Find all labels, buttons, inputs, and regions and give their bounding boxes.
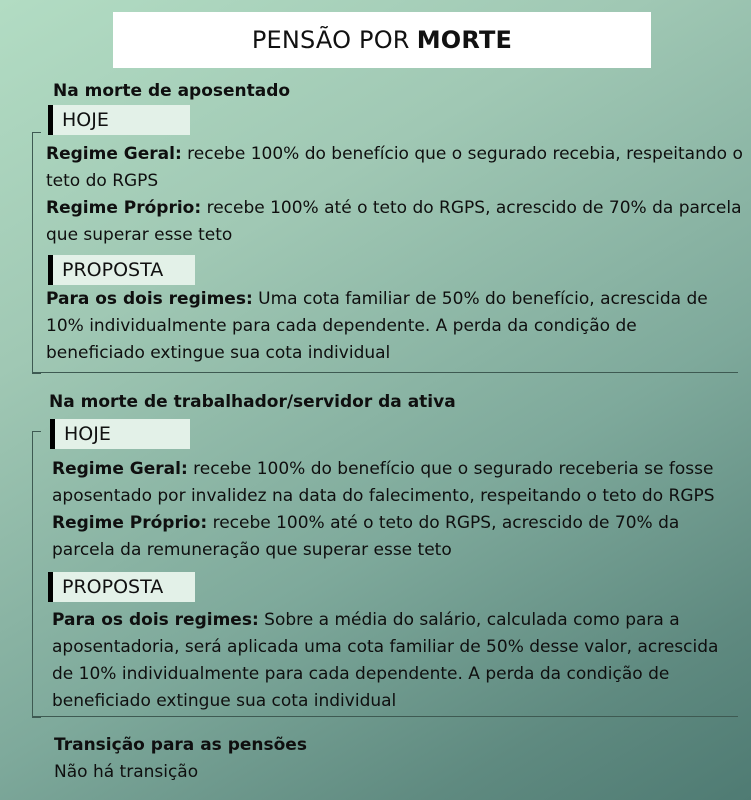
proposta-item-label: Para os dois regimes: xyxy=(52,610,259,630)
section-1-proposta-tag xyxy=(48,255,195,285)
proposta-label: PROPOSTA xyxy=(62,259,164,281)
regime-proprio-item xyxy=(46,195,744,249)
title-prefix: PENSÃO POR xyxy=(251,26,410,54)
regime-geral-item xyxy=(52,456,744,510)
regime-proprio-item xyxy=(52,510,744,564)
regime-text: recebe 100% até o teto do RGPS, acrescido de 70% da parcela que superar esse teto xyxy=(46,198,742,245)
proposta-item-text: Sobre a média do salário, calculada como para a aposentadoria, será aplicada uma cota familiar de 50% desse valor, acrescida de 10% individualmente para cada dependente. A perda da condição de beneficiado extingue sua cota individual xyxy=(52,610,719,711)
section-2-hoje-text xyxy=(52,456,744,564)
section-1-bracket xyxy=(32,132,41,374)
section-1-heading: Na morte de aposentado xyxy=(53,81,291,101)
section-2-hoje-tag xyxy=(50,419,190,449)
section-2-proposta-tag xyxy=(48,572,195,602)
regime-geral-item xyxy=(46,141,744,195)
regime-label: Regime Geral: xyxy=(52,459,188,479)
section-1-proposta-text xyxy=(46,286,736,367)
regime-label: Regime Próprio: xyxy=(52,513,208,533)
regime-text: recebe 100% do benefício que o segurado receberia se fosse aposentado por invalidez na data do falecimento, respeitando o teto do RGPS xyxy=(52,459,715,506)
section-2-heading: Na morte de trabalhador/servidor da ativa xyxy=(49,392,456,412)
transition-heading: Transição para as pensões xyxy=(54,735,307,755)
regime-label: Regime Próprio: xyxy=(46,198,202,218)
title-emphasis: MORTE xyxy=(416,26,513,54)
regime-text: recebe 100% até o teto do RGPS, acrescido de 70% da parcela da remuneração que superar esse teto xyxy=(52,513,680,560)
section-2-bracket xyxy=(32,431,41,718)
section-2-divider xyxy=(32,716,738,717)
hoje-label: HOJE xyxy=(62,109,109,131)
proposta-item-text: Uma cota familiar de 50% do benefício, acrescida de 10% individualmente para cada dependente. A perda da condição de beneficiado extingue sua cota individual xyxy=(46,289,708,363)
page-title xyxy=(113,12,651,68)
hoje-label: HOJE xyxy=(64,423,111,445)
section-1-hoje-text xyxy=(46,141,744,249)
proposta-label: PROPOSTA xyxy=(62,576,164,598)
proposta-item-label: Para os dois regimes: xyxy=(46,289,253,309)
section-1-divider xyxy=(32,372,738,373)
section-1-hoje-tag xyxy=(48,105,190,135)
transition-text: Não há transição xyxy=(54,762,199,782)
regime-text: recebe 100% do benefício que o segurado recebia, respeitando o teto do RGPS xyxy=(46,144,743,191)
regime-label: Regime Geral: xyxy=(46,144,182,164)
section-2-proposta-text xyxy=(52,607,742,715)
